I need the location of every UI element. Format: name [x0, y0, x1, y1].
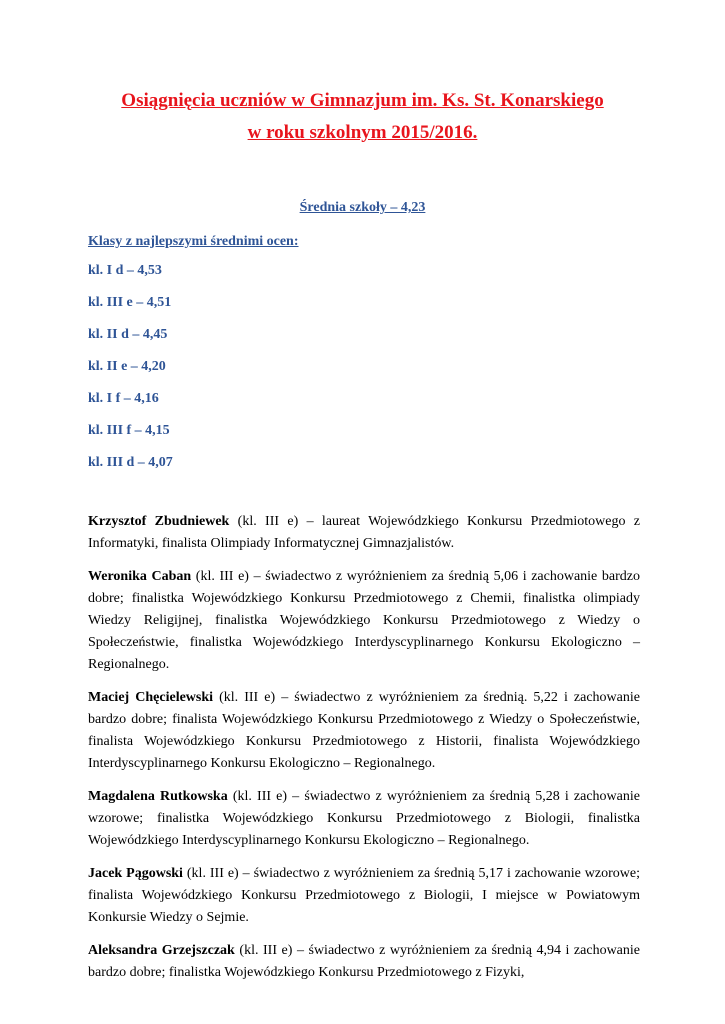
- student-achievements: [88, 511, 640, 995]
- student-entry: [88, 863, 640, 929]
- student-name: Weronika Caban: [88, 569, 192, 584]
- student-name: Krzysztof Zbudniewek: [88, 514, 230, 529]
- class-average-item: kl. II e – 4,20: [88, 359, 166, 374]
- student-description: (kl. III e) – świadectwo z wyróżnieniem za średnią 5,06 i zachowanie bardzo dobre; finalistka Wojewódzkiego Konkursu Przedmiotowego z Chemii, finalistka olimpiady Wiedzy Religijnej, finalistka Wojewódzkiego Konkursu Przedmiotowego z Wiedzy o Społeczeństwie, finalistka Wojewódzkiego Interdyscyplinarnego Konkursu Ekologiczno – Regionalnego.: [88, 569, 640, 672]
- class-average-item: kl. I d – 4,53: [88, 263, 162, 278]
- student-description: (kl. III e) – świadectwo z wyróżnieniem za średnią 5,28 i zachowanie wzorowe; finalistka Wojewódzkiego Konkursu Przedmiotowego z Biologii, finalistka Wojewódzkiego Interdyscyplinarnego Konkursu Ekologiczno – Regionalnego.: [88, 789, 640, 848]
- student-name: Magdalena Rutkowska: [88, 789, 228, 804]
- page-title: Osiągnięcia uczniów w Gimnazjum im. Ks. St. Konarskiego: [121, 90, 604, 111]
- student-entry: [88, 687, 640, 775]
- student-entry: [88, 511, 640, 555]
- student-entry: [88, 940, 640, 984]
- class-average-item: kl. I f – 4,16: [88, 391, 159, 406]
- student-description: (kl. III e) – świadectwo z wyróżnieniem za średnią 5,17 i zachowanie wzorowe; finalista Wojewódzkiego Konkursu Przedmiotowego z Biologii, I miejsce w Powiatowym Konkursie Wiedzy o Sejmie.: [88, 866, 640, 925]
- class-average-item: kl. III d – 4,07: [88, 455, 173, 470]
- best-classes-heading: Klasy z najlepszymi średnimi ocen:: [88, 234, 299, 249]
- student-entry: [88, 786, 640, 852]
- student-name: Maciej Chęcielewski: [88, 690, 214, 705]
- class-average-item: kl. III f – 4,15: [88, 423, 170, 438]
- school-average: Średnia szkoły – 4,23: [299, 200, 426, 215]
- best-classes-list: [88, 262, 173, 486]
- student-description: (kl. III e) – świadectwo z wyróżnieniem za średnią. 5,22 i zachowanie bardzo dobre; finalista Wojewódzkiego Konkursu Przedmiotowego z Wiedzy o Społeczeństwie, finalista Wojewódzkiego Konkursu Przedmiotowego z Historii, finalista Wojewódzkiego Interdyscyplinarnego Konkursu Ekologiczno – Regionalnego.: [88, 690, 640, 771]
- class-average-item: kl. III e – 4,51: [88, 295, 172, 310]
- student-entry: [88, 566, 640, 676]
- class-average-item: kl. II d – 4,45: [88, 327, 168, 342]
- student-name: Aleksandra Grzejszczak: [88, 943, 235, 958]
- student-description: (kl. III e) – świadectwo z wyróżnieniem za średnią 4,94 i zachowanie bardzo dobre; finalistka Wojewódzkiego Konkursu Przedmiotowego z Fizyki,: [88, 943, 640, 980]
- student-description: (kl. III e) – laureat Wojewódzkiego Konkursu Przedmiotowego z Informatyki, finalista Olimpiady Informatycznej Gimnazjalistów.: [88, 514, 641, 551]
- page-subtitle: w roku szkolnym 2015/2016.: [247, 122, 478, 143]
- student-name: Jacek Pągowski: [88, 866, 183, 881]
